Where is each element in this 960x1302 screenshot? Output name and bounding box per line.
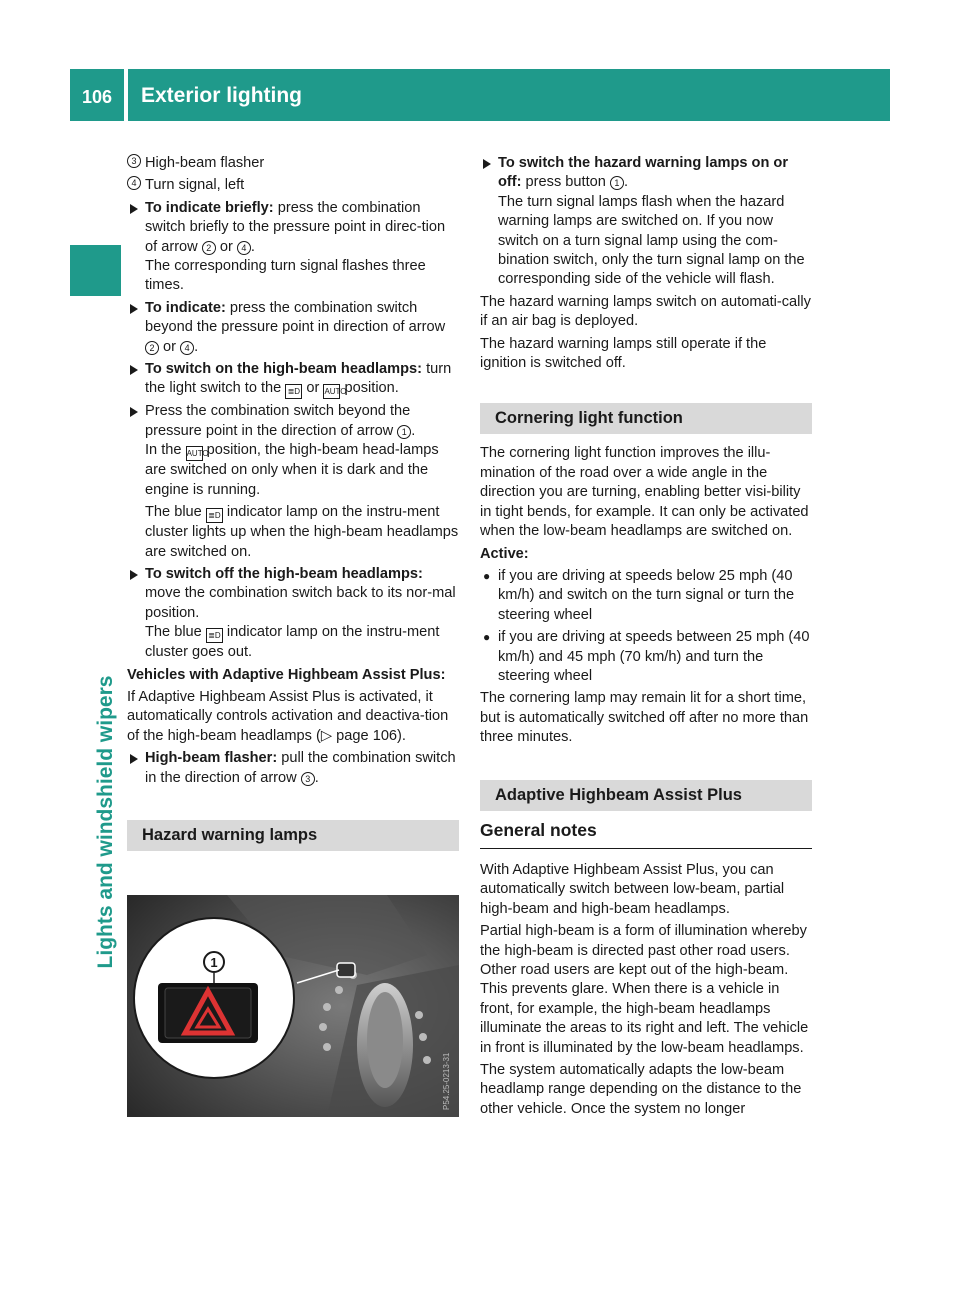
- instruction-indicate: To indicate: press the combination switch beyond the pressure point in direction of arrow 2 or 4 .: [127, 299, 459, 357]
- header-divider: [124, 69, 128, 121]
- sidebar-chapter-label: Lights and windshield wipers: [94, 675, 117, 969]
- section-heading-cornering: Cornering light function: [480, 403, 812, 434]
- legend-item-4: 4 Turn signal, left: [127, 176, 459, 195]
- page-reference-icon: ▷: [320, 727, 333, 744]
- instruction-arrow-icon: [130, 407, 138, 417]
- instruction-arrow-icon: [483, 159, 491, 169]
- vehicles-heading: Vehicles with Adaptive Highbeam Assist Plus:: [127, 666, 446, 683]
- paragraph-cornering-lamp: The cornering lamp may remain lit for a short time, but is automatically switched off after no more than three minutes.: [480, 690, 809, 746]
- hazard-button-photo: [127, 895, 459, 1117]
- instruction-high-beam-on: To switch on the high-beam headlamps: turn the light switch to the ≣D or AUTO position.: [127, 360, 459, 399]
- page-number: 106: [82, 87, 113, 107]
- callout-1-icon: 1: [610, 176, 624, 190]
- instruction-arrow-icon: [130, 365, 138, 375]
- photo-code: P54.25-0213-31: [442, 1052, 451, 1110]
- highbeam-indicator-icon: ≣D: [206, 508, 223, 523]
- highbeam-indicator-icon: ≣D: [206, 628, 223, 643]
- callout-4-icon: 4: [127, 176, 141, 190]
- vehicles-text: If Adaptive Highbeam Assist Plus is activated, it automatically controls activation and deactiva-tion of the high-beam headlamps (▷ page 106).: [127, 688, 449, 744]
- note-blue-lamp-on: The blue ≣D indicator lamp on the instru-ment cluster lights up when the high-beam headlamps are switched on.: [145, 504, 459, 560]
- paragraph-ignition: The hazard warning lamps still operate if the ignition is switched off.: [480, 335, 767, 372]
- callout-2-icon: 2: [202, 241, 216, 255]
- bullet-icon: ●: [483, 568, 491, 583]
- auto-icon: AUTO: [323, 384, 340, 399]
- instruction-arrow-icon: [130, 304, 138, 314]
- list-item: ● if you are driving at speeds between 25 mph (40 km/h) and 45 mph (70 km/h) and turn the steering wheel: [483, 629, 810, 684]
- callout-3-icon: 3: [127, 154, 141, 168]
- callout-4-icon: 4: [180, 341, 194, 355]
- photo-callout-1: 1: [210, 955, 218, 970]
- paragraph-cornering: The cornering light function improves the illu-mination of the road over a wide angle in the direction you are turning, enabling better visi-bility in tight bends, for example. It can only be activated when the low-beam headlamps are switched on.: [480, 445, 809, 540]
- instruction-high-beam-flasher: High-beam flasher: pull the combination switch in the direction of arrow 3 .: [127, 749, 459, 788]
- callout-2-icon: 2: [145, 341, 159, 355]
- active-label: Active:: [480, 545, 529, 562]
- section-heading-adaptive: Adaptive Highbeam Assist Plus: [480, 780, 812, 811]
- right-column: [480, 154, 812, 1122]
- callout-1-icon: 1: [397, 425, 411, 439]
- instruction-high-beam-off: To switch off the high-beam headlamps: move the combination switch back to its nor-mal position. The blue ≣D indicator lamp on the instru-ment cluster goes out.: [127, 565, 459, 663]
- console-photo-illustration: [127, 895, 459, 1117]
- instruction-indicate-briefly: To indicate briefly: press the combination switch briefly to the pressure point in direc-tion of arrow 2 or 4 . The corresponding turn signal flashes three times.: [127, 199, 459, 296]
- paragraph-adaptive-3: The system automatically adapts the low-beam headlamp range depending on the distance to the other vehicle. Once the system no longer: [480, 1062, 802, 1117]
- instruction-arrow-icon: [130, 754, 138, 764]
- paragraph-adaptive-1: With Adaptive Highbeam Assist Plus, you can automatically switch between low-beam, partial high-beam and high-beam headlamps.: [480, 861, 785, 917]
- legend-item-3: 3 High-beam flasher: [127, 154, 459, 173]
- section-heading-hazard: Hazard warning lamps: [127, 820, 459, 851]
- paragraph-adaptive-2: Partial high-beam is a form of illumination whereby the high-beam is directed past other road users. Other road users are kept out of the high-beam. This prevents glare. When there is a vehicle in front, for example, the high-beam headlamps illuminate the areas to its right and left. The vehicle in front is illuminated by the low-beam headlamps.: [480, 923, 809, 1056]
- instruction-arrow-icon: [130, 204, 138, 214]
- sidebar-tab-block: [70, 245, 121, 296]
- auto-icon: AUTO: [186, 446, 203, 461]
- callout-3-icon: 3: [301, 772, 315, 786]
- subsection-heading-general: General notes: [480, 821, 812, 849]
- instruction-hazard-switch: To switch the hazard warning lamps on or off: press button 1 . The turn signal lamps flash when the hazard warning lamps are switched on. If you now switch on a turn signal lamp using the com-bination switch, only the turn signal lamp on the corresponding side of the vehicle will flash.: [480, 154, 812, 290]
- page-title: Exterior lighting: [141, 84, 303, 107]
- left-column: [127, 154, 459, 861]
- bullet-icon: ●: [483, 630, 491, 645]
- instruction-press-switch: Press the combination switch beyond the pressure point in the direction of arrow 1 . In the AUTO position, the high-beam head-lamps are switched on only when it is dark and the engine is running.: [127, 402, 459, 500]
- highbeam-icon: ≣D: [285, 384, 302, 399]
- callout-4-icon: 4: [237, 241, 251, 255]
- instruction-arrow-icon: [130, 570, 138, 580]
- list-item: ● if you are driving at speeds below 25 mph (40 km/h) and switch on the turn signal or turn the steering wheel: [483, 567, 795, 623]
- paragraph-airbag: The hazard warning lamps switch on automati-cally if an air bag is deployed.: [480, 293, 811, 330]
